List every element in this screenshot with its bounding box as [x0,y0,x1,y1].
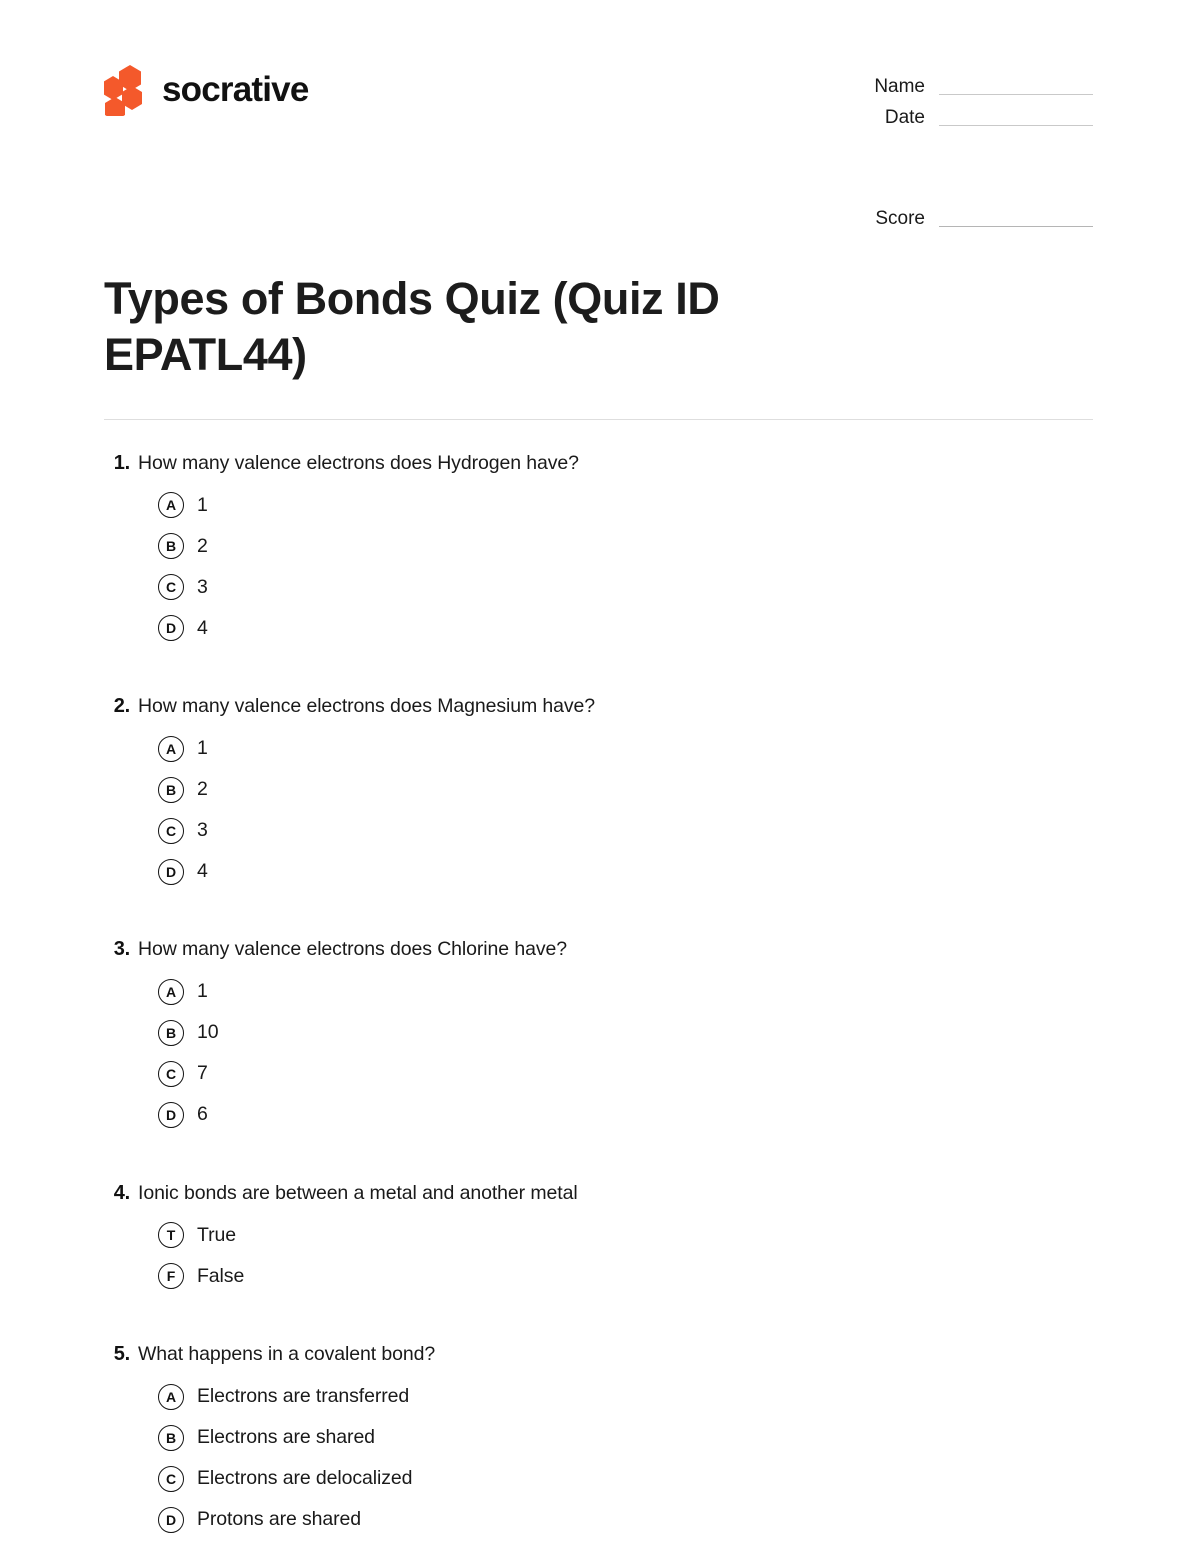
option-text: 6 [197,1103,208,1126]
option-bubble-a[interactable]: A [158,1384,184,1410]
option-bubble-c[interactable]: C [158,1061,184,1087]
option-text: Protons are shared [197,1507,362,1530]
option-text: 7 [197,1062,208,1085]
question-text: How many valence electrons does Magnesium have? [138,694,596,717]
option-text: 4 [197,616,208,639]
question-number: 3. [113,938,130,961]
brand-logo [104,62,309,118]
option-bubble-d[interactable]: D [158,859,184,885]
option-row[interactable] [104,608,1093,649]
option-row[interactable] [104,1215,1093,1256]
question-block [104,450,1093,649]
score-label: Score [875,208,925,229]
page-header [0,0,1200,239]
option-text: False [197,1264,245,1287]
student-info-fields [861,62,1093,239]
option-row[interactable] [104,972,1093,1013]
option-bubble-b[interactable]: B [158,1020,184,1046]
name-input-line[interactable] [939,94,1093,95]
option-row[interactable] [104,1054,1093,1095]
question-block [104,1341,1093,1540]
option-bubble-b[interactable]: B [158,533,184,559]
question-block [104,936,1093,1135]
question-header [104,936,1093,962]
options-list [104,728,1093,892]
option-bubble-d[interactable]: D [158,1102,184,1128]
question-number: 5. [113,1342,130,1365]
score-input-line[interactable] [939,226,1093,227]
option-row[interactable] [104,810,1093,851]
score-field-row [861,208,1093,230]
options-list [104,485,1093,649]
name-field-row [861,76,1093,98]
option-text: True [197,1223,236,1246]
date-input-line[interactable] [939,125,1093,126]
question-number: 2. [113,694,130,717]
option-text: 4 [197,860,208,883]
question-text: How many valence electrons does Chlorine have? [138,938,567,961]
question-header [104,1180,1093,1206]
option-row[interactable] [104,851,1093,892]
question-number: 1. [113,451,130,474]
option-row[interactable] [104,526,1093,567]
question-text: What happens in a covalent bond? [138,1342,436,1365]
questions-list [104,420,1093,1541]
question-text: How many valence electrons does Hydrogen have? [138,451,579,474]
option-row[interactable] [104,1256,1093,1297]
name-label: Name [874,76,925,97]
option-text: 1 [197,737,208,760]
options-list [104,1215,1093,1297]
option-text: 3 [197,819,208,842]
option-text: 3 [197,575,208,598]
option-text: Electrons are delocalized [197,1466,413,1489]
option-bubble-c[interactable]: C [158,1466,184,1492]
option-text: 10 [197,1021,219,1044]
option-row[interactable] [104,1458,1093,1499]
option-bubble-a[interactable]: A [158,736,184,762]
date-field-row [861,107,1093,129]
option-row[interactable] [104,728,1093,769]
option-text: 2 [197,778,208,801]
option-bubble-d[interactable]: D [158,615,184,641]
option-bubble-c[interactable]: C [158,818,184,844]
option-text: Electrons are shared [197,1425,375,1448]
option-row[interactable] [104,769,1093,810]
options-list [104,1376,1093,1540]
question-header [104,450,1093,476]
question-block [104,693,1093,892]
option-bubble-c[interactable]: C [158,574,184,600]
option-bubble-t[interactable]: T [158,1222,184,1248]
question-header [104,693,1093,719]
options-list [104,972,1093,1136]
option-row[interactable] [104,485,1093,526]
hexagon-cluster-icon [104,64,148,116]
question-block [104,1180,1093,1297]
page-title: Types of Bonds Quiz (Quiz ID EPATL44) [104,273,720,380]
option-row[interactable] [104,1417,1093,1458]
option-text: 1 [197,493,208,516]
option-row[interactable] [104,1013,1093,1054]
brand-wordmark: socrative [162,69,309,109]
question-number: 4. [113,1181,130,1204]
option-text: Electrons are transferred [197,1384,410,1407]
option-row[interactable] [104,1095,1093,1136]
option-bubble-a[interactable]: A [158,492,184,518]
date-label: Date [884,107,925,128]
option-bubble-f[interactable]: F [158,1263,184,1289]
option-bubble-a[interactable]: A [158,979,184,1005]
question-header [104,1341,1093,1367]
option-bubble-b[interactable]: B [158,777,184,803]
option-row[interactable] [104,1376,1093,1417]
question-text: Ionic bonds are between a metal and another metal [138,1181,578,1204]
option-bubble-d[interactable]: D [158,1507,184,1533]
option-text: 2 [197,534,208,557]
option-row[interactable] [104,567,1093,608]
option-bubble-b[interactable]: B [158,1425,184,1451]
option-text: 1 [197,980,208,1003]
option-row[interactable] [104,1499,1093,1540]
